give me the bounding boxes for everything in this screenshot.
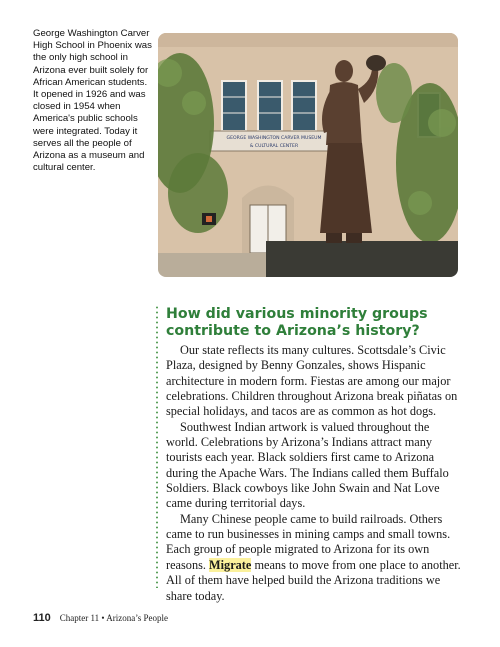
paragraph-2: Southwest Indian artwork is valued throughout the world. Celebrations by Arizona’s Indians attract many tourists each year. Black soldiers first came to Arizona during the Apache Wars. The Indians called them Buffalo Soldiers. Black cowboys like John Swain and Nat Love came during territorial days. (166, 419, 449, 511)
photo-caption: George Washington Carver High School in Phoenix was the only high school in Arizona ever built solely for African American students. It opened in 1926 and was closed in 1954 when America's public schools were integrated. Today it serves all the people of Arizona as a museum and cultural center. (33, 28, 152, 174)
building-sign-line2: & CULTURAL CENTER (249, 144, 299, 149)
dotted-margin-rule (156, 305, 158, 588)
paragraph-3-start: Many Chinese people came to build railroads. Others came to run businesses in mining camps and small towns. Each group of people migrated to Arizona for its own reasons. (166, 511, 451, 572)
vocabulary-term-migrate: Migrate (209, 557, 252, 572)
carver-school-photo (158, 33, 458, 277)
section-heading: How did various minority groups contribute to Arizona’s history? (166, 306, 428, 339)
building-sign-line1: GEORGE WASHINGTON CARVER MUSEUM (226, 136, 322, 141)
paragraph-3-end: means to move from one place to another. All of them have helped build the Arizona traditions we share today. (166, 557, 461, 603)
body-text (166, 343, 464, 604)
paragraph-1: Our state reflects its many cultures. Scottsdale’s Civic Plaza, designed by Benny Gonzales, shows Hispanic architecture in modern form. Fiestas are among our major celebrations. Children throughout Arizona break piñatas on special holidays, and tacos are as common as hot dogs. (166, 343, 458, 419)
page-footer (33, 612, 168, 624)
page-number: 110 (33, 612, 51, 624)
paragraph-3 (166, 512, 464, 604)
chapter-label: Chapter 11 • Arizona’s People (59, 613, 169, 623)
